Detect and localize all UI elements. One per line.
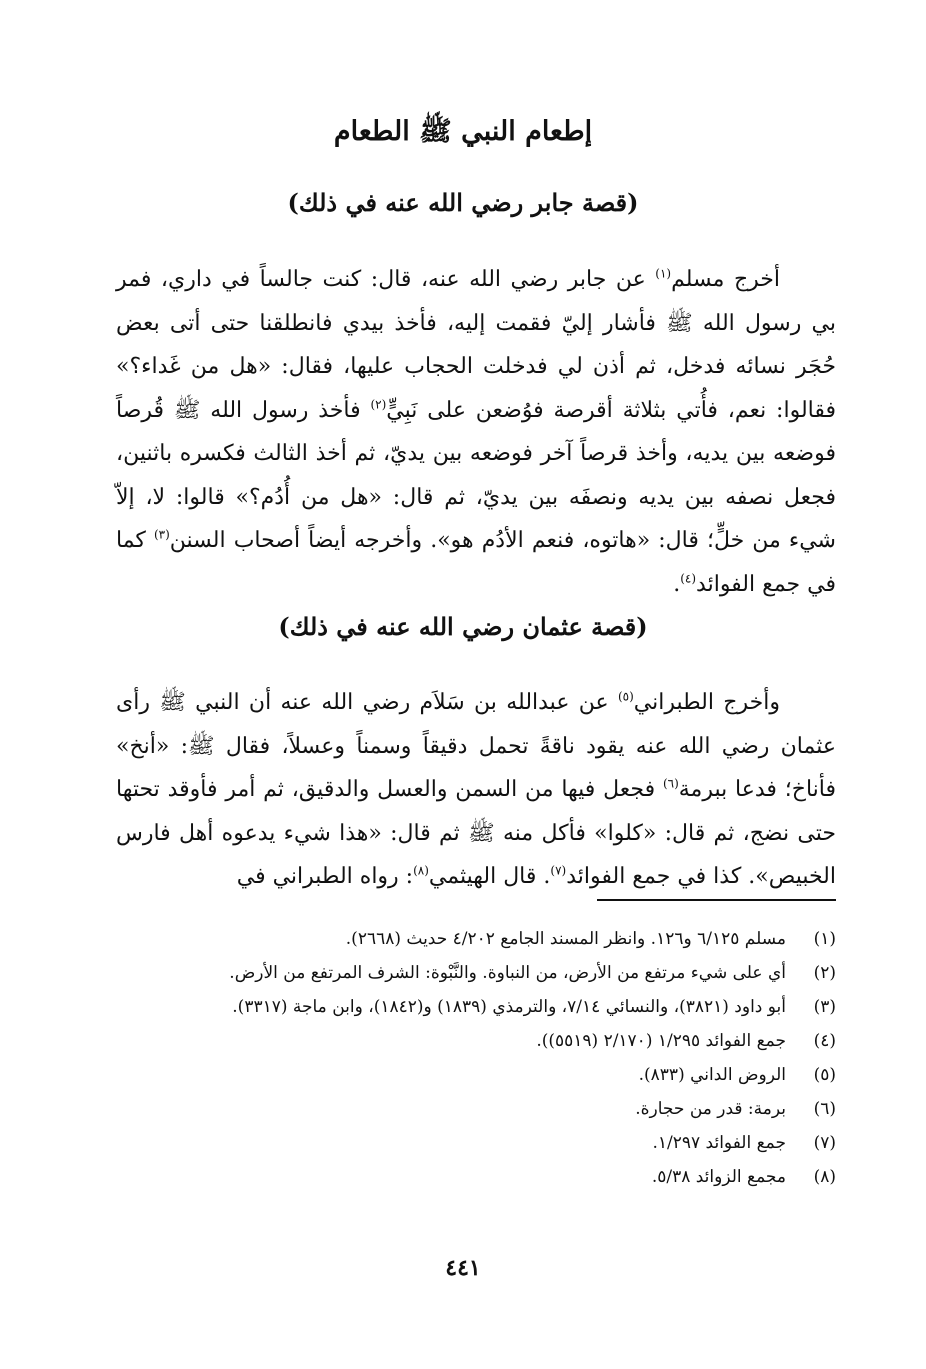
section-heading-uthman: (قصة عثمان رضي الله عنه في ذلك) (278, 612, 648, 641)
footnote-ref: (٨) (413, 863, 429, 878)
paragraph-text: . قال الهيثمي (428, 864, 551, 889)
paragraph-uthman (116, 681, 836, 899)
footnote-ref: (٢) (370, 397, 387, 412)
footnote-text: الروض الداني (٨٣٣). (638, 1065, 786, 1085)
paragraph-text: عن عبدالله بن سَلاَم رضي الله عنه أن النبي ﷺ رأى عثمان رضي الله عنه يقود ناقةً تحمل دقيقاً وسمناً وعسلاً، فقال ﷺ: «أنخ» فأناخ؛ فدعا ببرمة (116, 690, 836, 802)
footnote-ref: (٣) (153, 527, 170, 542)
footnote-ref: (٤) (680, 571, 697, 586)
footnote-text: جمع الفوائد ١/٢٩٥ (٢/١٧٠ (٥٥١٩)). (536, 1031, 786, 1051)
paragraph-text: : رواه الطبراني في (236, 864, 414, 889)
footnote-item (96, 1126, 836, 1160)
paragraph-text: أخرج مسلم (671, 267, 780, 292)
footnote-ref: (٥) (617, 689, 634, 704)
footnote-item (96, 1024, 836, 1058)
footnote-item (96, 956, 836, 990)
footnote-number: (٧) (813, 1133, 836, 1153)
footnote-text: مجمع الزوائد ٥/٣٨. (651, 1167, 786, 1187)
paragraph-jabir (116, 258, 836, 606)
footnote-text: برمة: قدر من حجارة. (635, 1099, 786, 1119)
paragraph-text: كما في جمع الفوائد (116, 528, 836, 597)
footnote-number: (٨) (813, 1167, 836, 1187)
page-number: ٤٤١ (445, 1255, 481, 1281)
paragraph-text: وأخرج الطبراني (633, 690, 780, 715)
footnote-text: جمع الفوائد ١/٢٩٧. (652, 1133, 786, 1153)
paragraph-text: . (673, 571, 681, 597)
footnote-number: (٣) (813, 997, 836, 1017)
footnote-text: مسلم ٦/١٢٥ و١٢٦. وانظر المسند الجامع ٤/٢٠٢ حديث (٢٦٦٨). (345, 929, 786, 949)
footnote-ref: (٧) (550, 863, 567, 878)
paragraph-text: فأخذ رسول الله ﷺ قُرصاً فوضعه بين يديه، وأخذ قرصاً آخر فوضعه بين يديّ، ثم أخذ الثالث فكسره باثنين، فجعل نصفه بين يديه ونصفَه بين يديّ، ثم قال: «هل من أُدُم؟» قالوا: لا، إلاّ شيء من خلٍّ؛ قال: «هاتوه، فنعم الأدُم هو». وأخرجه أيضاً أصحاب السنن (116, 397, 836, 553)
footnote-item (96, 1058, 836, 1092)
footnote-number: (٤) (813, 1031, 836, 1051)
footnote-text: أبو داود (٣٨٢١)، والنسائي ٧/١٤، والترمذي (١٨٣٩) و(١٨٤٢)، وابن ماجة (٣٣١٧). (232, 997, 786, 1017)
footnote-number: (١) (813, 929, 836, 949)
footnote-ref: (١) (655, 266, 672, 281)
footnote-number: (٢) (813, 963, 836, 983)
paragraph-text: فجعل فيها من السمن والعسل والدقيق، ثم أمر فأوقد تحتها حتى نضج، ثم قال: «كلوا» فأكل منه ﷺ ثم قال: «هذا شيء يدعوه أهل فارس الخبيص». كذا في جمع الفوائد (116, 777, 836, 889)
page-title: إطعام النبي ﷺ الطعام (333, 116, 593, 147)
section-heading-jabir: (قصة جابر رضي الله عنه في ذلك) (287, 188, 639, 217)
footnote-ref: (٦) (662, 776, 679, 791)
footnote-item (96, 990, 836, 1024)
footnote-number: (٥) (813, 1065, 836, 1085)
footnote-item (96, 922, 836, 956)
footnote-item (96, 1160, 836, 1194)
footnote-text: أي على شيء مرتفع من الأرض، من النباوة. والنَّبْوة: الشرف المرتفع من الأرض. (229, 963, 786, 983)
footnote-number: (٦) (813, 1099, 836, 1119)
paragraph-text: عن جابر رضي الله عنه، قال: كنت جالساً في داري، فمر بي رسول الله ﷺ فأشار إليّ فقمت إليه، فأخذ بيدي فانطلقنا حتى أتى بعض حُجَر نسائه فدخل، ثم أذن لي فدخلت الحجاب عليها، فقال: «هل من غَداء؟» فقالوا: نعم، فأُتي بثلاثة أقرصة فوُضعن على نَبِيٍّ (116, 267, 836, 423)
footnote-item (96, 1092, 836, 1126)
footnotes-list (96, 922, 836, 1194)
footnote-divider (597, 899, 836, 901)
